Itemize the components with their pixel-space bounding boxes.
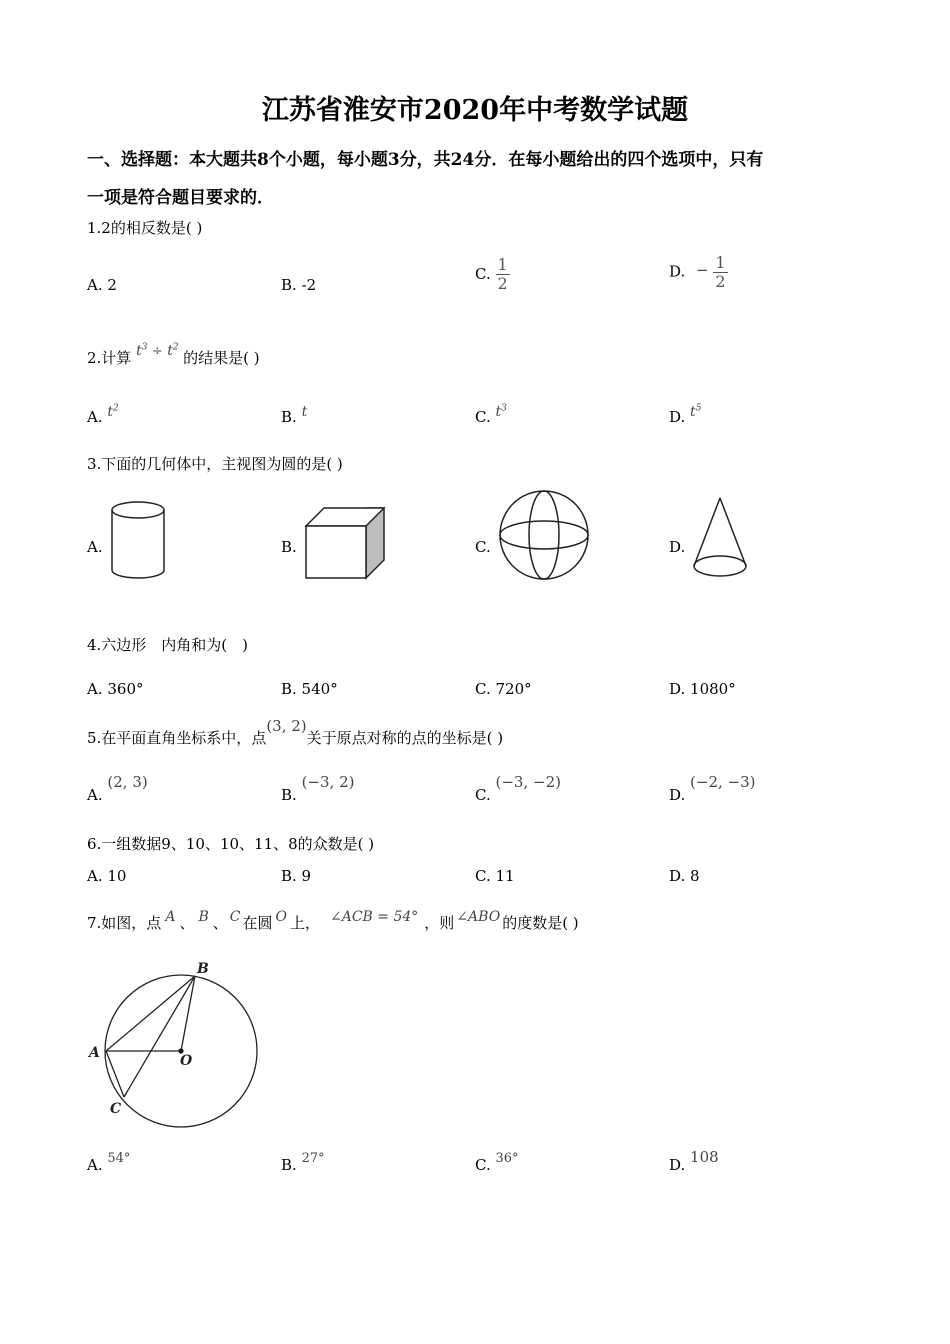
page-title: 江苏省淮安市2020年中考数学试题	[261, 95, 689, 126]
point-coordinate: (3, 2)	[266, 717, 307, 735]
q7-option-d: D. 108	[669, 1148, 719, 1174]
q2-option-a: A. $t^2$	[87, 403, 119, 426]
q6-option-a: A. 10	[87, 867, 127, 885]
question-1-stem: 1.2的相反数是( )	[87, 219, 203, 237]
q5-option-a: A. (2, 3)	[87, 773, 148, 804]
q3-option-b-label: B.	[281, 538, 297, 556]
label-b: B	[197, 961, 209, 977]
q3-option-d-label: D.	[669, 538, 686, 556]
q7-option-b: B. 27°	[281, 1151, 325, 1174]
q5-option-b: B. (−3, 2)	[281, 773, 355, 804]
label-a: A	[89, 1045, 100, 1061]
question-7-stem: 7.如图，点 A 、 B 、 C 在圆 O 上， ∠ACB = 54° ，则 ∠ABO 的度数是( )	[87, 909, 579, 932]
question-2-stem: 2.计算 $t^3 \div t^2$ 的结果是( )	[87, 342, 260, 367]
q5-option-c: C. (−3, −2)	[475, 773, 561, 804]
q7-option-c: C. 36°	[475, 1151, 519, 1174]
circle-figure	[85, 955, 275, 1135]
q1-option-c: C. $\frac{1}{2}$	[475, 255, 508, 293]
cone-icon	[690, 494, 750, 580]
angle-abo: ∠ABO	[456, 909, 501, 925]
sphere-icon	[497, 489, 591, 581]
q6-option-b: B. 9	[281, 867, 312, 885]
q2-option-d: D. $t^5$	[669, 403, 702, 426]
question-5-stem: 5.在平面直角坐标系中，点(3, 2)关于原点对称的点的坐标是( )	[87, 717, 504, 747]
label-o: O	[180, 1053, 193, 1069]
q5-option-d: D. (−2, −3)	[669, 773, 756, 804]
q3-option-c-label: C.	[475, 538, 491, 556]
cube-icon	[302, 504, 388, 582]
q4-option-a: A. 360°	[87, 680, 144, 698]
q4-option-d: D. 1080°	[669, 680, 736, 698]
q1-option-b: B. -2	[281, 276, 317, 294]
fraction: $\frac{1}{2}$	[497, 255, 508, 293]
label-c: C	[110, 1101, 122, 1117]
q4-option-c: C. 720°	[475, 680, 532, 698]
q2-option-c: C. $t^3$	[475, 403, 507, 426]
question-6-stem: 6.一组数据9、10、10、11、8的众数是( )	[87, 835, 375, 853]
section-heading-line1: 一、选择题：本大题共8个小题，每小题3分，共24分．在每小题给出的四个选项中，只有	[87, 150, 764, 170]
q2-option-b: B. t	[281, 404, 308, 426]
q3-option-a-label: A.	[87, 538, 103, 556]
q6-option-d: D. 8	[669, 867, 700, 885]
q1-option-a: A. 2	[87, 276, 117, 294]
expression: $t^3 \div t^2$	[136, 342, 179, 359]
section-heading-line2: 一项是符合题目要求的．	[87, 188, 274, 208]
question-4-stem: 4.六边形 内角和为( )	[87, 636, 249, 654]
question-3-stem: 3.下面的几何体中，主视图为圆的是( )	[87, 455, 343, 473]
segment-ab	[106, 976, 195, 1051]
fraction: $\frac{1}{2}$	[715, 253, 726, 291]
q4-option-b: B. 540°	[281, 680, 338, 698]
q1-option-d: D. − $\frac{1}{2}$	[669, 253, 726, 291]
q7-option-a: A. 54°	[87, 1151, 131, 1174]
q6-option-c: C. 11	[475, 867, 515, 885]
cylinder-icon	[108, 498, 168, 582]
angle-acb: ∠ACB = 54°	[330, 909, 419, 925]
